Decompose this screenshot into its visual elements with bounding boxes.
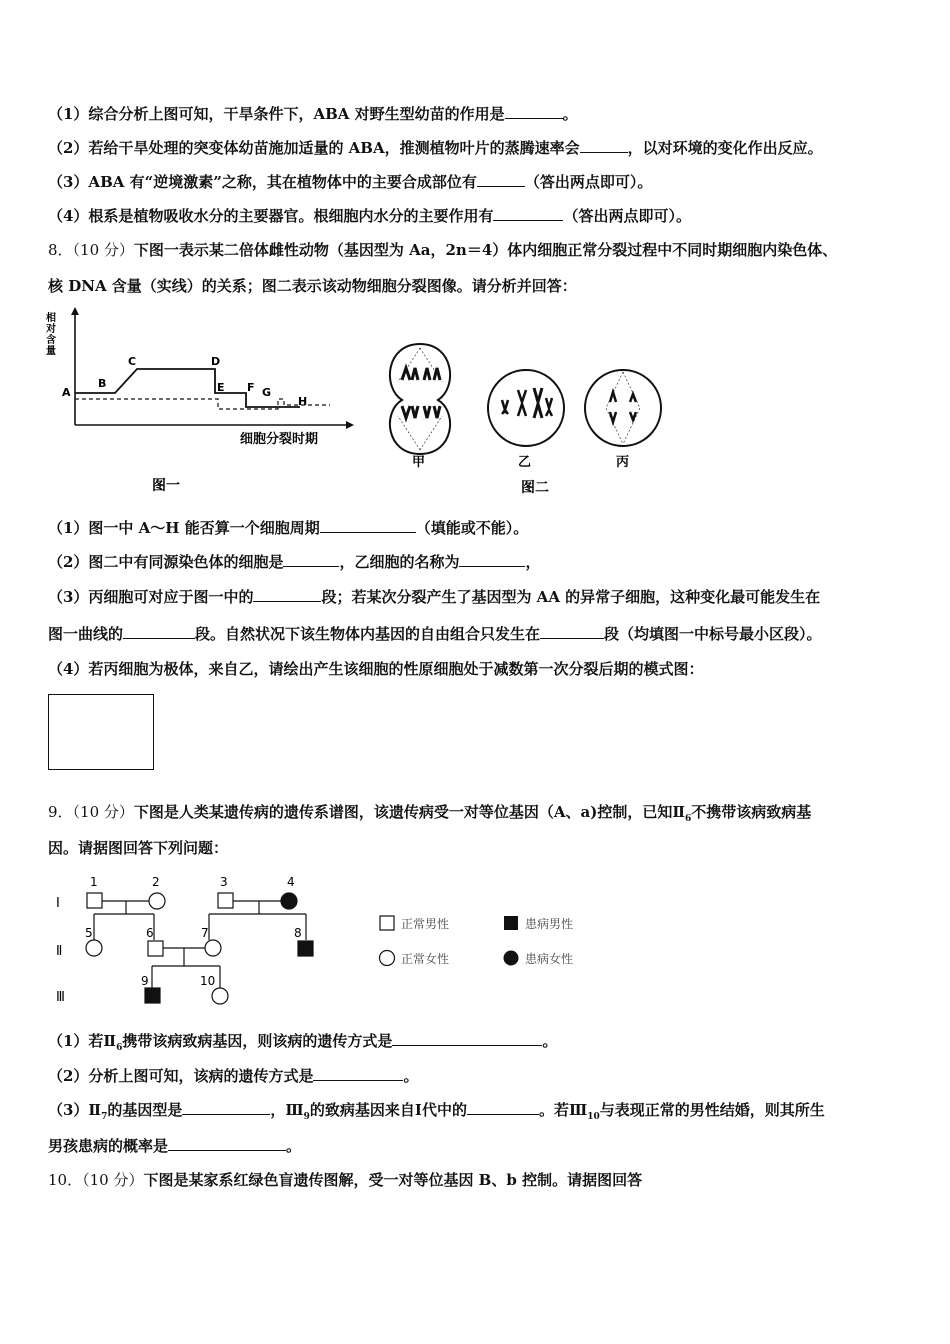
chromosome-icon: [502, 400, 508, 414]
chromosome-icon: [610, 392, 616, 422]
normal-male: [148, 941, 163, 956]
answer-blank[interactable]: [313, 1066, 403, 1081]
pedigree-chart: [44, 870, 604, 1012]
point-label: A: [62, 386, 71, 399]
q7-part2: （2）若给干旱处理的突变体幼苗施加适量的 ABA，推测植物叶片的蒸腾速率会 ，以对环境的变化作出反应。: [48, 139, 823, 157]
normal-female: [86, 940, 102, 956]
point-label: F: [247, 381, 255, 394]
individual-number: 10: [200, 974, 216, 988]
point-label: H: [298, 395, 308, 408]
legend-normal-male-icon: [380, 916, 394, 930]
figure-2-caption: 图二: [521, 480, 549, 496]
q9-part3: $(3)Ⅱ_7$的基因型是 ，$Ⅲ_9$的致病基因来自Ⅰ代中的 。若$Ⅲ_{10}$与表现正常的男性结婚，则其所生: [48, 1101, 825, 1122]
q9-stem-line1: 9．（10 分）下图是人类某遗传病的遗传系谱图，该遗传病受一对等位基因（A、a)控制，已知$Ⅱ_6$不携带该病致病基: [48, 803, 812, 824]
generation-label: Ⅰ: [56, 896, 60, 911]
y-label-char: 含: [46, 335, 56, 346]
figure-1-caption: 图一: [152, 478, 180, 494]
chromosome-icon: [630, 394, 636, 420]
cell-yi: [488, 370, 564, 470]
normal-female: [149, 893, 165, 909]
x-axis-arrow: [346, 421, 354, 429]
point-label: C: [128, 355, 137, 368]
answer-blank[interactable]: [580, 138, 628, 153]
legend-label: 患病女性: [525, 952, 574, 966]
point-label: G: [262, 386, 272, 399]
chromosome-icon: [546, 398, 552, 416]
normal-male: [87, 893, 102, 908]
affected-male: [298, 941, 313, 956]
answer-blank[interactable]: [182, 1100, 270, 1115]
point-label: E: [217, 381, 225, 394]
normal-male: [218, 893, 233, 908]
answer-blank[interactable]: [493, 206, 563, 221]
q8-part1: （1）图一中 A～H 能否算一个细胞周期 （填能或不能）。: [48, 519, 529, 537]
cell-label: 甲: [412, 455, 426, 470]
cell-jia: [390, 344, 450, 470]
x-axis-label: 细胞分裂时期: [240, 432, 319, 447]
answer-blank[interactable]: [477, 172, 525, 187]
y-label-char: 相: [46, 313, 56, 324]
affected-female: [281, 893, 297, 909]
answer-blank[interactable]: [540, 624, 604, 639]
chromosome-icon: [534, 388, 542, 418]
q8-stem-line2: 核 DNA 含量（实线）的关系；图二表示该动物细胞分裂图像。请分析并回答：: [48, 277, 577, 295]
legend-label: 患病男性: [525, 917, 574, 931]
individual-number: 3: [220, 875, 228, 889]
q10-stem: 10．（10 分）下图是某家系红绿色盲遗传图解，受一对等位基因 B、b 控制。请据图回答: [48, 1171, 643, 1189]
cell-label: 乙: [518, 455, 532, 470]
chromosome-icon: [402, 406, 440, 418]
figure-1-graph: [40, 305, 370, 500]
affected-male: [145, 988, 160, 1003]
answer-blank[interactable]: [283, 552, 339, 567]
individual-number: 5: [85, 926, 93, 940]
point-label: D: [211, 355, 221, 368]
legend-affected-male-icon: [504, 916, 518, 930]
q9-stem-line2: 因。请据图回答下列问题：: [48, 839, 229, 857]
figure-2-cells: [378, 332, 688, 502]
individual-number: 8: [294, 926, 302, 940]
answer-blank[interactable]: [253, 587, 321, 602]
q8-part3-cont: 图一曲线的 段。自然状况下该生物体内基因的自由组合只发生在 段（均填图一中标号最小区段）。: [48, 625, 822, 643]
individual-number: 6: [146, 926, 154, 940]
q9-part3-cont: 男孩患病的概率是 。: [48, 1137, 302, 1155]
answer-blank[interactable]: [467, 1100, 539, 1115]
cell-label: 丙: [616, 455, 630, 470]
chromosome-icon: [402, 368, 440, 380]
generation-label: Ⅲ: [56, 990, 65, 1005]
answer-blank[interactable]: [123, 624, 195, 639]
individual-number: 9: [141, 974, 149, 988]
answer-blank[interactable]: [168, 1136, 286, 1151]
individual-number: 4: [287, 875, 295, 889]
q8-part2: （2）图二中有同源染色体的细胞是 ，乙细胞的名称为 ，: [48, 553, 541, 571]
answer-blank[interactable]: [320, 518, 416, 533]
y-label-char: 对: [46, 324, 56, 335]
legend-normal-female-icon: [380, 951, 395, 966]
q7-part1: （1）综合分析上图可知，干旱条件下，ABA 对野生型幼苗的作用是 。: [48, 105, 578, 123]
q7-part3: （3）ABA 有“逆境激素”之称，其在植物体中的主要合成部位有 （答出两点即可）。: [48, 173, 653, 191]
answer-blank[interactable]: [459, 552, 525, 567]
normal-female: [212, 988, 228, 1004]
chromosome-icon: [518, 390, 526, 416]
individual-number: 1: [90, 875, 98, 889]
legend-label: 正常女性: [401, 952, 450, 966]
y-axis-arrow: [71, 307, 79, 315]
q9-part2: （2）分析上图可知，该病的遗传方式是 。: [48, 1067, 419, 1085]
y-label-char: 量: [46, 346, 56, 357]
q8-part3: （3）丙细胞可对应于图一中的 段；若某次分裂产生了基因型为 AA 的异常子细胞，这种变化最可能发生在: [48, 588, 821, 606]
individual-number: 7: [201, 926, 209, 940]
drawing-answer-box[interactable]: [48, 694, 154, 770]
normal-female: [205, 940, 221, 956]
point-label: B: [98, 377, 107, 390]
q9-part1: （1）若$Ⅱ_6$携带该病致病基因，则该病的遗传方式是 。: [48, 1032, 558, 1053]
legend-label: 正常男性: [401, 917, 450, 931]
q8-stem-line1: 8．（10 分）下图一表示某二倍体雌性动物（基因型为 Aa，2n＝4）体内细胞正常分裂过程中不同时期细胞内染色体、: [48, 241, 838, 259]
cell-bing: [585, 370, 661, 470]
answer-blank[interactable]: [505, 104, 563, 119]
individual-number: 2: [152, 875, 160, 889]
answer-blank[interactable]: [392, 1031, 542, 1046]
q8-part4: （4）若丙细胞为极体，来自乙，请绘出产生该细胞的性原细胞处于减数第一次分裂后期的模式图：: [48, 660, 704, 678]
legend-affected-female-icon: [504, 951, 519, 966]
q7-part4: （4）根系是植物吸收水分的主要器官。根细胞内水分的主要作用有 （答出两点即可）。: [48, 207, 691, 225]
generation-label: Ⅱ: [56, 944, 63, 959]
